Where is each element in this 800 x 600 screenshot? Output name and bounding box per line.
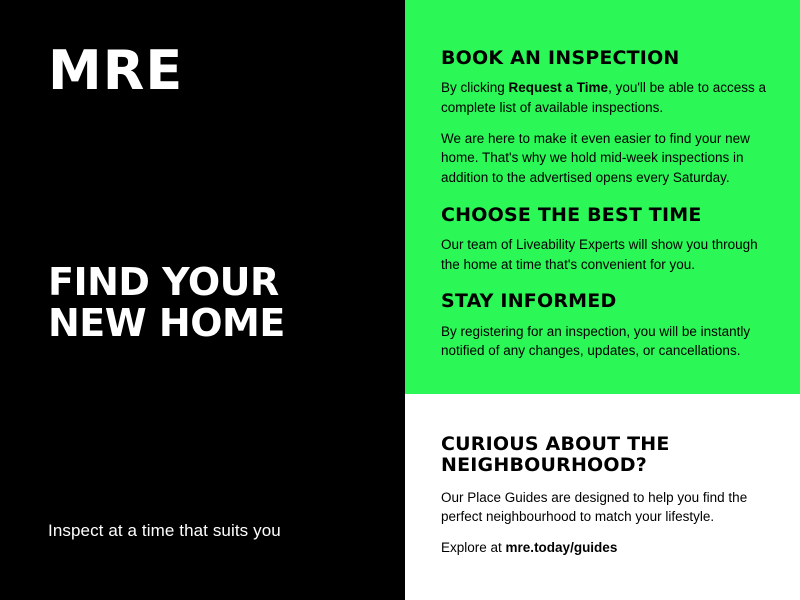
section-paragraph-liveability-experts: Our team of Liveability Experts will show you through the home at time that's convenient for you.: [441, 237, 758, 272]
section-stay-informed: [441, 291, 766, 361]
section-title-curious-about-the-neighbourhood: [441, 434, 766, 477]
request-a-time-emphasis: Request a Time: [508, 80, 609, 96]
brand-logo: MRE: [48, 39, 184, 102]
headline-line-1: FIND YOUR: [48, 260, 279, 304]
right-column: [405, 0, 800, 600]
guides-link[interactable]: mre.today/guides: [505, 539, 618, 555]
neighbourhood-title-line-1: CURIOUS ABOUT THE: [441, 433, 670, 455]
explore-line: [441, 538, 766, 558]
explore-prefix: Explore at: [441, 539, 506, 555]
page-title: [48, 262, 285, 344]
tagline: Inspect at a time that suits you: [48, 521, 281, 540]
headline-line-2: NEW HOME: [48, 301, 285, 346]
section-paragraph-request-time: [441, 78, 766, 117]
neighbourhood-title-line-2: NEIGHBOURHOOD?: [441, 454, 647, 477]
section-title-stay-informed: STAY INFORMED: [441, 290, 617, 313]
section-title-book-an-inspection: BOOK AN INSPECTION: [441, 47, 680, 69]
section-paragraph-midweek: We are here to make it even easier to find your new home. That's why we hold mid-week inspections in addition to the advertised opens every Saturday.: [441, 130, 750, 186]
section-paragraph-notifications: By registering for an inspection, you will be instantly notified of any changes, updates, or cancellations.: [441, 323, 751, 359]
section-choose-the-best-time: [441, 205, 766, 275]
paragraph-text-post: , you'll be able to access a complete list of available inspections.: [441, 80, 766, 115]
neighbourhood-panel: [405, 394, 800, 600]
neighbourhood-paragraph: Our Place Guides are designed to help you find the perfect neighbourhood to match your lifestyle.: [441, 489, 748, 525]
paragraph-text-pre: By clicking: [441, 80, 509, 96]
green-info-panel: [405, 0, 800, 394]
section-title-choose-the-best-time: CHOOSE THE BEST TIME: [441, 203, 702, 226]
section-book-an-inspection: [441, 48, 766, 188]
